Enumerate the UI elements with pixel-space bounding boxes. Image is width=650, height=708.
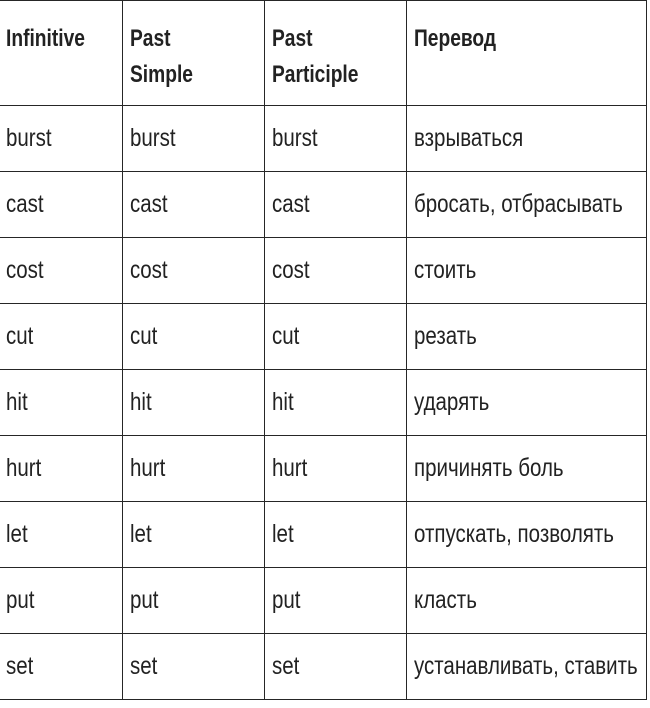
header-past-participle bbox=[265, 1, 407, 106]
cell-infinitive bbox=[0, 634, 123, 700]
cell-text: cost bbox=[130, 256, 168, 284]
cell-text: hurt bbox=[272, 454, 308, 482]
header-infinitive-label: Infinitive bbox=[6, 25, 85, 52]
cell-past-simple bbox=[123, 634, 265, 700]
cell-past-participle bbox=[265, 106, 407, 172]
header-infinitive bbox=[0, 1, 123, 106]
cell-infinitive bbox=[0, 172, 123, 238]
cell-past-participle bbox=[265, 436, 407, 502]
cell-past-simple bbox=[123, 436, 265, 502]
cell-text: устанавливать, ставить bbox=[414, 652, 638, 680]
cell-translation bbox=[407, 634, 647, 700]
header-row bbox=[0, 1, 647, 106]
cell-past-participle bbox=[265, 238, 407, 304]
cell-text: cast bbox=[130, 190, 168, 218]
cell-infinitive bbox=[0, 106, 123, 172]
cell-past-participle bbox=[265, 304, 407, 370]
cell-text: cut bbox=[272, 322, 300, 350]
cell-text: put bbox=[6, 586, 35, 614]
cell-text: hurt bbox=[6, 454, 42, 482]
cell-translation bbox=[407, 238, 647, 304]
cell-past-participle bbox=[265, 634, 407, 700]
cell-text: cost bbox=[6, 256, 44, 284]
cell-past-simple bbox=[123, 106, 265, 172]
cell-translation bbox=[407, 304, 647, 370]
table-row bbox=[0, 370, 647, 436]
table-row bbox=[0, 568, 647, 634]
cell-text: cut bbox=[6, 322, 34, 350]
cell-past-simple bbox=[123, 568, 265, 634]
cell-text: burst bbox=[130, 124, 176, 152]
header-past-simple-label: Past Simple bbox=[130, 25, 193, 88]
cell-text: cost bbox=[272, 256, 310, 284]
cell-text: let bbox=[272, 520, 294, 548]
cell-text: let bbox=[130, 520, 152, 548]
cell-text: ударять bbox=[414, 388, 490, 416]
cell-text: hit bbox=[130, 388, 152, 416]
cell-past-simple bbox=[123, 172, 265, 238]
cell-text: let bbox=[6, 520, 28, 548]
cell-text: класть bbox=[414, 586, 477, 614]
cell-text: set bbox=[130, 652, 158, 680]
table-row bbox=[0, 106, 647, 172]
header-translation bbox=[407, 1, 647, 106]
cell-text: hit bbox=[272, 388, 294, 416]
cell-infinitive bbox=[0, 370, 123, 436]
cell-text: burst bbox=[6, 124, 52, 152]
cell-infinitive bbox=[0, 304, 123, 370]
cell-text: стоить bbox=[414, 256, 477, 284]
cell-translation bbox=[407, 502, 647, 568]
cell-text: взрываться bbox=[414, 124, 524, 152]
cell-past-participle bbox=[265, 502, 407, 568]
cell-infinitive bbox=[0, 238, 123, 304]
cell-text: отпускать, позволять bbox=[414, 520, 614, 548]
cell-past-simple bbox=[123, 304, 265, 370]
cell-text: set bbox=[272, 652, 300, 680]
cell-translation bbox=[407, 172, 647, 238]
table-row bbox=[0, 172, 647, 238]
cell-text: cast bbox=[6, 190, 44, 218]
header-past-simple bbox=[123, 1, 265, 106]
header-past-participle-label: Past Participle bbox=[272, 25, 359, 88]
table-row bbox=[0, 238, 647, 304]
cell-text: set bbox=[6, 652, 34, 680]
cell-text: резать bbox=[414, 322, 477, 350]
cell-past-participle bbox=[265, 172, 407, 238]
cell-past-simple bbox=[123, 238, 265, 304]
cell-infinitive bbox=[0, 568, 123, 634]
cell-text: burst bbox=[272, 124, 318, 152]
table-row bbox=[0, 436, 647, 502]
cell-text: put bbox=[272, 586, 301, 614]
table-row bbox=[0, 634, 647, 700]
cell-past-simple bbox=[123, 502, 265, 568]
cell-text: бросать, отбрасывать bbox=[414, 190, 623, 218]
cell-infinitive bbox=[0, 502, 123, 568]
cell-text: put bbox=[130, 586, 159, 614]
cell-translation bbox=[407, 106, 647, 172]
cell-translation bbox=[407, 370, 647, 436]
cell-text: cut bbox=[130, 322, 158, 350]
cell-translation bbox=[407, 436, 647, 502]
cell-infinitive bbox=[0, 436, 123, 502]
cell-past-participle bbox=[265, 370, 407, 436]
cell-translation bbox=[407, 568, 647, 634]
header-translation-label: Перевод bbox=[414, 25, 497, 52]
cell-text: cast bbox=[272, 190, 310, 218]
table-row bbox=[0, 304, 647, 370]
table-row bbox=[0, 502, 647, 568]
cell-past-participle bbox=[265, 568, 407, 634]
cell-text: hit bbox=[6, 388, 28, 416]
cell-past-simple bbox=[123, 370, 265, 436]
cell-text: hurt bbox=[130, 454, 166, 482]
cell-text: причинять боль bbox=[414, 454, 564, 482]
